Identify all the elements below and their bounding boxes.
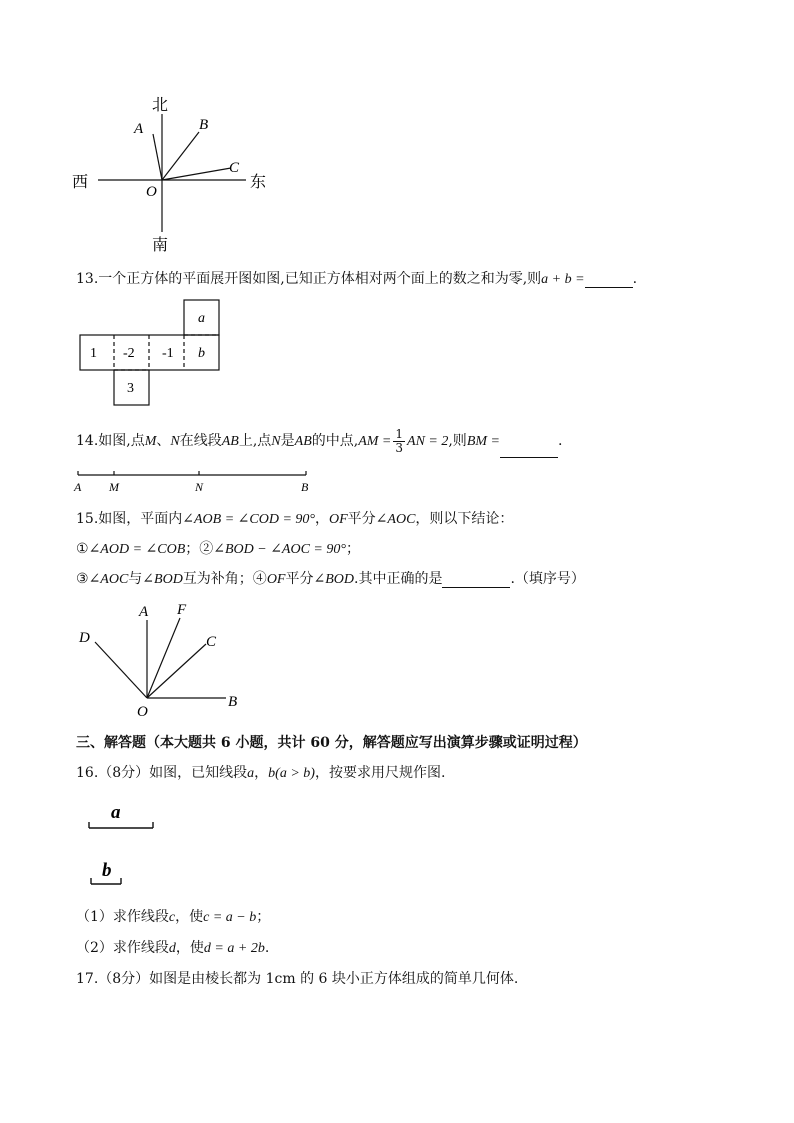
q14-expr1: AM = bbox=[358, 434, 392, 449]
q14-ab: AB bbox=[221, 434, 239, 449]
frac-den: 3 bbox=[395, 440, 404, 455]
opt3-b: ∠BOD bbox=[142, 572, 183, 587]
question-14 bbox=[76, 425, 562, 457]
ray-b-label: B bbox=[199, 117, 209, 133]
label-d: D bbox=[79, 630, 90, 646]
q16-prefix: 16.（8分）如图，已知线段 bbox=[76, 765, 248, 781]
q16-a: a bbox=[247, 766, 255, 781]
question-17: 17.（8分）如图是由棱长都为 1cm 的 6 块小正方体组成的简单几何体. bbox=[76, 971, 519, 987]
ray-oc bbox=[162, 168, 231, 180]
q15-end: ，则以下结论： bbox=[415, 511, 514, 527]
opt4-b: ∠BOD bbox=[313, 572, 354, 587]
part2-end: . bbox=[264, 940, 270, 956]
q15-of: OF bbox=[329, 512, 348, 527]
point-a-label: A bbox=[74, 480, 82, 494]
part2-expr: d = a + 2b bbox=[203, 941, 265, 956]
part1-mid: ，使 bbox=[175, 909, 204, 925]
opt3-end: 互为补角；④ bbox=[182, 571, 267, 587]
q14-n: N bbox=[170, 434, 180, 449]
ray-oc bbox=[147, 644, 206, 698]
label-a: A bbox=[139, 604, 149, 620]
opt4-of: OF bbox=[266, 572, 286, 587]
q13-expr: a + b = bbox=[541, 272, 585, 287]
part1-expr: c = a − b bbox=[203, 910, 257, 925]
q13-answer-blank[interactable] bbox=[585, 271, 633, 288]
q16-b-expr: b(a > b) bbox=[268, 766, 315, 781]
opt3-mark: ③ bbox=[76, 571, 89, 587]
face-b-label: b bbox=[198, 346, 205, 361]
q13-end: . bbox=[632, 271, 638, 287]
q14-ab2: AB bbox=[294, 434, 312, 449]
q15-aoc: ∠AOC bbox=[375, 512, 416, 527]
label-c: C bbox=[206, 634, 217, 650]
origin-label: O bbox=[146, 184, 157, 200]
opt4-mid: 平分 bbox=[285, 571, 314, 587]
question-15-line1 bbox=[76, 508, 513, 528]
ray-od bbox=[95, 642, 147, 698]
segment-b-label: b bbox=[102, 860, 112, 881]
q14-expr2: AN = 2 bbox=[407, 434, 449, 449]
cube-net-figure bbox=[78, 298, 224, 408]
opt1-mark: ① bbox=[76, 541, 89, 557]
part1-end: ； bbox=[256, 909, 271, 925]
opt2-math: ∠BOD − ∠AOC = 90° bbox=[213, 542, 346, 557]
q16-part-1 bbox=[76, 906, 270, 926]
q14-p2: 在线段 bbox=[179, 433, 222, 449]
face-a-label: a bbox=[198, 311, 205, 326]
q16-part-2 bbox=[76, 937, 269, 957]
point-n-label: N bbox=[195, 480, 204, 494]
ray-a-label: A bbox=[134, 121, 144, 137]
q16-suffix: ，按要求用尺规作图. bbox=[314, 765, 446, 781]
ray-of bbox=[147, 618, 180, 698]
q14-m: M bbox=[144, 434, 157, 449]
q14-p1: 14.如图,点 bbox=[76, 433, 145, 449]
opt1-sep: ；② bbox=[185, 541, 214, 557]
q14-end: . bbox=[557, 433, 563, 449]
angle-figure bbox=[74, 598, 254, 720]
point-b-label: B bbox=[301, 480, 309, 494]
q15-tail-end: .（填序号） bbox=[510, 571, 585, 587]
ray-oa bbox=[153, 134, 162, 180]
north-label: 北 bbox=[152, 97, 169, 114]
question-16 bbox=[76, 762, 445, 782]
q14-p4: 是 bbox=[280, 433, 295, 449]
ray-c-label: C bbox=[229, 160, 240, 176]
point-m-label: M bbox=[109, 480, 119, 494]
q15-mid: ， bbox=[315, 511, 329, 527]
question-13 bbox=[76, 268, 637, 288]
opt3-mid: 与 bbox=[128, 571, 143, 587]
face-3-label: 3 bbox=[127, 381, 134, 396]
segments-ab-figure bbox=[84, 798, 164, 894]
q14-answer-blank[interactable] bbox=[500, 437, 558, 458]
south-label: 南 bbox=[152, 237, 169, 254]
face-1-label: 1 bbox=[90, 346, 97, 361]
face-neg2-label: -2 bbox=[123, 346, 135, 361]
question-15-line3 bbox=[76, 568, 585, 588]
question-15-line2 bbox=[76, 538, 360, 558]
part1-c: c bbox=[168, 910, 176, 925]
part2-prefix: （2）求作线段 bbox=[76, 940, 169, 956]
label-o: O bbox=[137, 704, 148, 720]
part2-d: d bbox=[168, 941, 176, 956]
face-neg1-label: -1 bbox=[162, 346, 174, 361]
opt2-end: ； bbox=[345, 541, 360, 557]
q15-prefix: 15.如图，平面内 bbox=[76, 511, 183, 527]
frac-num: 1 bbox=[395, 426, 404, 441]
q14-expr3: BM = bbox=[466, 434, 500, 449]
label-f: F bbox=[177, 602, 187, 618]
part1-prefix: （1）求作线段 bbox=[76, 909, 169, 925]
q14-p5: 的中点, bbox=[311, 433, 359, 449]
part2-mid: ，使 bbox=[175, 940, 204, 956]
q13-text: 13.一个正方体的平面展开图如图,已知正方体相对两个面上的数之和为零,则 bbox=[76, 271, 542, 287]
q14-fraction bbox=[393, 428, 405, 455]
q14-p6: ,则 bbox=[448, 433, 467, 449]
east-label: 东 bbox=[250, 174, 267, 191]
segment-figure bbox=[72, 466, 322, 496]
opt1-math: ∠AOD = ∠COB bbox=[88, 542, 186, 557]
west-label: 西 bbox=[72, 174, 89, 191]
section-3-title: 三、解答题（本大题共 6 小题，共计 60 分，解答题应写出演算步骤或证明过程） bbox=[76, 735, 587, 751]
ray-ob bbox=[162, 132, 199, 180]
q15-math1: ∠AOB = ∠COD = 90° bbox=[182, 512, 315, 527]
q14-sep: 、 bbox=[156, 433, 171, 449]
q16-comma: ， bbox=[254, 765, 269, 781]
q15-mid2: 平分 bbox=[347, 511, 376, 527]
segment-a-label: a bbox=[111, 802, 121, 823]
opt3-a: ∠AOC bbox=[88, 572, 129, 587]
q14-n2: N bbox=[271, 434, 281, 449]
q14-p3: 上,点 bbox=[238, 433, 272, 449]
label-b: B bbox=[228, 694, 238, 710]
q15-tail: .其中正确的是 bbox=[354, 571, 443, 587]
compass-figure bbox=[66, 92, 276, 256]
q15-answer-blank[interactable] bbox=[442, 571, 510, 588]
